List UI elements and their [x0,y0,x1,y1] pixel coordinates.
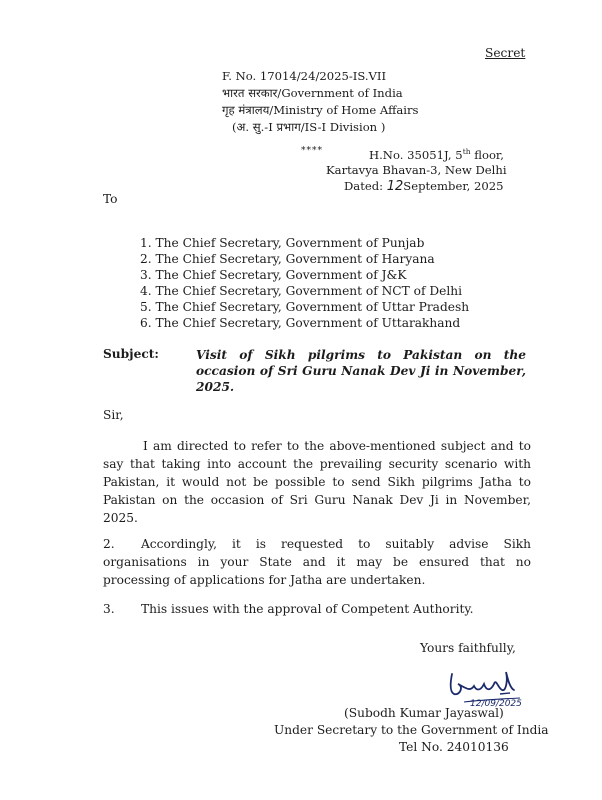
signatory-name: (Subodh Kumar Jayaswal) [344,706,504,720]
signatory-designation: Under Secretary to the Government of India [274,723,549,737]
date-line: Dated: 12September, 2025 [344,179,504,194]
paragraph-2: 2. Accordingly, it is requested to suitably advise Sikh organisations in your State and it may be ensured that no processing of applications for Jatha are undertaken. [103,537,531,587]
salutation: Sir, [103,408,124,422]
paragraph-1: I am directed to refer to the above-mentioned subject and to say that taking into account the prevailing security scenario with Pakistan, it would not be possible to send Sikh pilgrims Jatha to Pakistan on the occasion of Sri Guru Nanak Dev Ji in November, 2025. [103,439,531,525]
handwritten-signature [440,662,560,712]
closing: Yours faithfully, [420,641,516,655]
recipient-item: 2. The Chief Secretary, Government of Haryana [140,252,435,266]
ministry-name: गृह मंत्रालय/Ministry of Home Affairs [222,103,419,117]
classification-label: Secret [485,46,526,60]
file-number: F. No. 17014/24/2025-IS.VII [222,69,387,83]
subject-text: Visit of Sikh pilgrims to Pakistan on the occasion of Sri Guru Nanak Dev Ji in November, 2025. [196,348,526,394]
paragraph-3: 3. This issues with the approval of Competent Authority. [103,602,474,616]
paragraph-number: 2. [103,537,115,551]
header-stars: **** [301,146,323,156]
recipient-item: 5. The Chief Secretary, Government of Uttar Pradesh [140,300,470,314]
recipient-item: 6. The Chief Secretary, Government of Uttarakhand [140,316,461,330]
signatory-telephone: Tel No. 24010136 [399,740,509,754]
recipient-item: 4. The Chief Secretary, Government of NCT of Delhi [140,284,462,298]
paragraph-number: 3. [103,602,115,616]
address-line-1: H.No. 35051J, 5th floor, [369,147,504,162]
government-name: भारत सरकार/Government of India [222,86,403,100]
subject-label: Subject: [103,347,159,361]
to-label: To [103,192,118,206]
recipient-item: 3. The Chief Secretary, Government of J&K [140,268,407,282]
svg-text:12/09/2025: 12/09/2025 [470,699,522,708]
division-name: (अ. सु.-I प्रभाग/IS-I Division ) [232,120,386,134]
handwritten-date-day: 12 [386,179,404,194]
recipient-item: 1. The Chief Secretary, Government of Punjab [140,236,425,250]
address-line-2: Kartavya Bhavan-3, New Delhi [326,163,507,177]
